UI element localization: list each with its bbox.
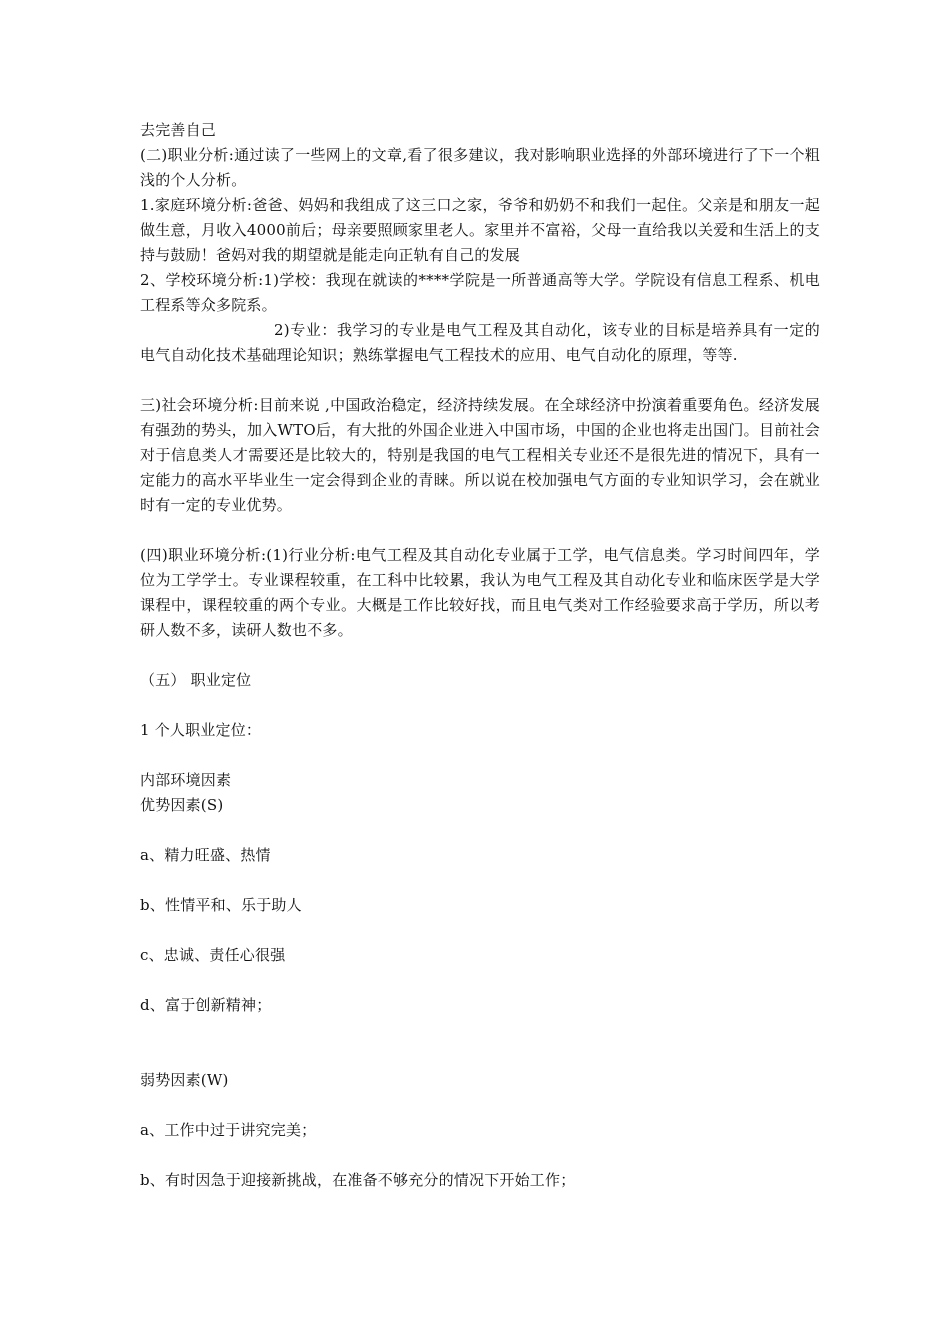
subheading-internal-factors: 内部环境因素 bbox=[140, 771, 232, 789]
paragraph-social-environment: 三)社会环境分析:目前来说 ,中国政治稳定，经济持续发展。在全球经济中扮演着重要角色。经济发展有强劲的势头，加入WTO后，有大批的外国企业进入中国市场，中国的企业也将走出国门。目前社会对于信息类人才需要还是比较大的，特别是我国的电气工程相关专业还不是很先进的情况下，具有一定能力的高水平毕业生一定会得到企业的青睐。所以说在校加强电气方面的专业知识学习，会在就业时有一定的专业优势。 bbox=[140, 396, 820, 514]
paragraph-career-analysis: (二)职业分析:通过读了一些网上的文章,看了很多建议，我对影响职业选择的外部环境进行了下一个粗浅的个人分析。 bbox=[140, 146, 820, 189]
list-item-weakness-b: b、有时因急于迎接新挑战，在准备不够充分的情况下开始工作； bbox=[140, 1171, 576, 1189]
document-body bbox=[140, 118, 820, 1193]
list-item-strength-d: d、富于创新精神； bbox=[140, 996, 272, 1014]
list-item-strength-c: c、忠诚、责任心很强 bbox=[140, 946, 286, 964]
list-item-strength-b: b、性情平和、乐于助人 bbox=[140, 896, 302, 914]
list-item-weakness-a: a、工作中过于讲究完美； bbox=[140, 1121, 317, 1139]
subheading-personal-positioning: 1 个人职业定位： bbox=[140, 721, 262, 739]
subheading-strengths: 优势因素(S) bbox=[140, 796, 224, 814]
subheading-weaknesses: 弱势因素(W) bbox=[140, 1071, 229, 1089]
paragraph-major: 2)专业：我学习的专业是电气工程及其自动化，该专业的目标是培养具有一定的电气自动化技术基础理论知识；熟练掌握电气工程技术的应用、电气自动化的原理，等等. bbox=[140, 321, 820, 364]
paragraph-family-environment: 1.家庭环境分析:爸爸、妈妈和我组成了这三口之家，爷爷和奶奶不和我们一起住。父亲是和朋友一起做生意，月收入4000前后；母亲要照顾家里老人。家里并不富裕，父母一直给我以关爱和生活上的支持与鼓励！爸妈对我的期望就是能走向正轨有自己的发展 bbox=[140, 196, 820, 264]
paragraph-school-environment: 2、学校环境分析:1)学校：我现在就读的****学院是一所普通高等大学。学院设有信息工程系、机电工程系等众多院系。 bbox=[140, 271, 820, 314]
list-item-strength-a: a、精力旺盛、热情 bbox=[140, 846, 271, 864]
paragraph-intro-tail: 去完善自己 bbox=[140, 121, 217, 139]
paragraph-industry-analysis: (四)职业环境分析:(1)行业分析:电气工程及其自动化专业属于工学，电气信息类。学习时间四年，学位为工学学士。专业课程较重，在工科中比较累，我认为电气工程及其自动化专业和临床医学是大学课程中，课程较重的两个专业。大概是工作比较好找，而且电气类对工作经验要求高于学历，所以考研人数不多，读研人数也不多。 bbox=[140, 546, 820, 639]
section-heading-career-positioning: （五） 职业定位 bbox=[140, 671, 252, 689]
